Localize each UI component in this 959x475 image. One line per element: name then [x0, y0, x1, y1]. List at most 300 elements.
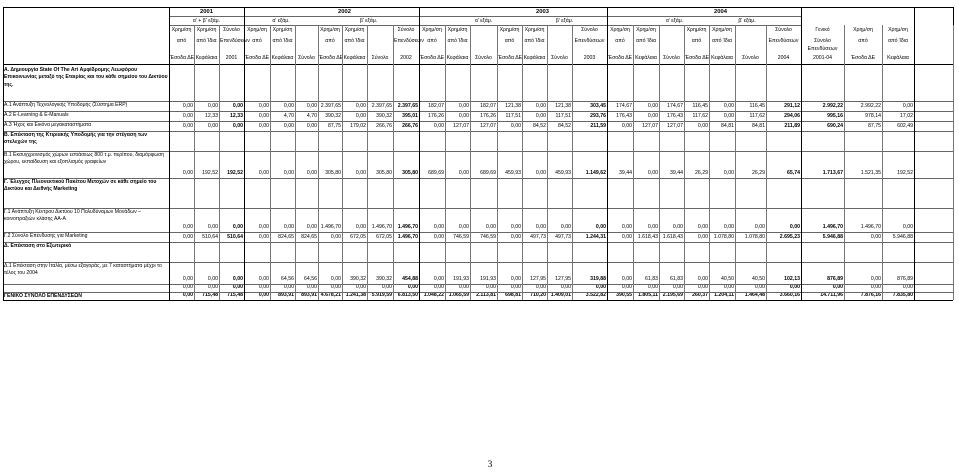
row-divider: [3, 178, 953, 179]
grand-total-cell: 1.048,22: [423, 292, 444, 298]
column-header-bottom: Έσοδα ΔΕ: [498, 55, 523, 61]
column-divider: [633, 25, 634, 300]
semester-header: α' εξάμ.: [272, 18, 290, 24]
page-number: 3: [487, 460, 493, 470]
column-divider: [419, 7, 420, 300]
table-cell: 117,51: [505, 113, 521, 119]
table-cell: 0,00: [789, 224, 800, 230]
column-divider: [801, 7, 802, 300]
table-cell: 0,00: [621, 276, 632, 282]
column-header-top: Χρημ/ση: [247, 27, 267, 33]
column-divider: [709, 25, 710, 300]
table-cell: 0,00: [697, 284, 708, 290]
table-cell: 1.078,80: [713, 234, 734, 240]
column-header-mid: από: [427, 38, 437, 44]
row-label: Γ.1 Ανάπτυξη Κέντρου Δικτύου 10 Πολυδύναμων Μονάδων – κοινοπραξιών κλάσης ΑΑ-Α: [4, 209, 141, 223]
grand-total-cell: 715,48: [227, 292, 243, 298]
column-header-bottom: Έσοδα ΔΕ: [608, 55, 633, 61]
table-cell: 26,29: [695, 170, 708, 176]
table-cell: 0,00: [258, 113, 269, 119]
table-cell: 303,45: [590, 103, 606, 109]
column-header-mid: [470, 38, 497, 44]
table-cell: 497,73: [555, 234, 571, 240]
table-cell: 390,32: [325, 113, 341, 119]
table-cell: 1.496,70: [822, 224, 843, 230]
table-cell: 0,00: [355, 103, 366, 109]
grand-total-cell: 893,91: [301, 292, 317, 298]
table-cell: 824,65: [278, 234, 294, 240]
column-header-top: Χρημ/ση: [712, 27, 732, 33]
table-cell: 0,00: [407, 284, 418, 290]
table-cell: 84,52: [558, 123, 571, 129]
table-cell: 0,00: [182, 284, 193, 290]
column-header-top: [547, 27, 572, 33]
column-header-bottom: 2004: [777, 55, 790, 61]
section-label: Γ. Έλεγχος Πλεονεκτικού Πακέτου Μετοχών σε κάθε σημείο του Δικτύου και Διεθνής Marketing: [4, 179, 157, 193]
table-cell: 87,75: [328, 123, 341, 129]
grand-total-cell: 715,48: [202, 292, 218, 298]
table-cell: 0,00: [621, 284, 632, 290]
grand-total-cell: 1.204,11: [714, 292, 734, 298]
table-cell: 127,95: [530, 276, 546, 282]
table-cell: 0,00: [535, 284, 546, 290]
column-divider: [244, 7, 245, 300]
table-cell: 40,50: [721, 276, 734, 282]
grand-total-cell: 698,81: [505, 292, 521, 298]
table-cell: 211,59: [590, 123, 606, 129]
table-cell: 117,62: [692, 113, 708, 119]
table-cell: 12,33: [230, 113, 243, 119]
table-cell: 0,00: [182, 103, 193, 109]
table-cell: 0,00: [510, 123, 521, 129]
table-cell: 0,00: [330, 284, 341, 290]
column-header-bottom: Έσοδα ΔΕ: [685, 55, 710, 61]
table-cell: 2.992,22: [860, 103, 881, 109]
table-cell: 0,00: [870, 234, 881, 240]
column-divider: [393, 25, 394, 300]
column-header-bottom: Έσοδα ΔΕ: [245, 55, 270, 61]
column-header-top: Χρημ/ση: [610, 27, 630, 33]
table-cell: 0,00: [207, 103, 218, 109]
table-cell: 40,50: [752, 276, 765, 282]
table-cell: 2.695,23: [779, 234, 800, 240]
column-header-bottom: 2001: [225, 55, 238, 61]
column-divider: [914, 7, 915, 300]
column-header-top: Σύνολο: [775, 27, 792, 33]
column-header-top: Χρημ/ση: [171, 27, 192, 33]
table-cell: 121,38: [555, 103, 571, 109]
column-header-mid: από Ίδια: [196, 38, 217, 44]
table-cell: 0,00: [433, 284, 444, 290]
column-header-top: Σύνολο: [397, 27, 415, 33]
table-cell: 1.618,43: [662, 234, 683, 240]
table-cell: 0,00: [433, 123, 444, 129]
grand-total-cell: 2.195,69: [662, 292, 683, 298]
table-cell: 2.397,65: [371, 103, 392, 109]
table-cell: 497,73: [530, 234, 546, 240]
section-label: Β. Επέκταση της Κτιριακής Υποδομής για την στέγαση των στελεχών της: [4, 132, 148, 146]
table-cell: 0,00: [621, 224, 632, 230]
column-header-bottom: Σύνολο: [742, 55, 759, 61]
table-cell: 0,00: [621, 234, 632, 240]
table-cell: 1.496,70: [860, 224, 881, 230]
table-cell: 127,07: [667, 123, 683, 129]
column-header-top: [659, 27, 684, 33]
table-cell: 39,44: [670, 170, 683, 176]
column-header-top: [295, 27, 318, 33]
column-divider: [342, 25, 343, 300]
table-cell: 672,05: [376, 234, 392, 240]
column-header-mid: [367, 38, 393, 44]
table-cell: 510,64: [202, 234, 218, 240]
table-cell: 0,00: [182, 224, 193, 230]
table-cell: 0,00: [355, 224, 366, 230]
table-cell: 746,59: [480, 234, 496, 240]
table-cell: 2.397,65: [397, 103, 418, 109]
table-cell: 876,89: [897, 276, 913, 282]
column-header-mid: από Ίδια: [447, 38, 468, 44]
column-divider: [953, 25, 954, 300]
table-cell: 0,00: [458, 170, 469, 176]
table-cell: 0,00: [258, 276, 269, 282]
column-header-bottom: Κεφάλαια: [271, 55, 294, 61]
table-cell: 64,56: [281, 276, 294, 282]
column-header-bottom: Σύνολο: [551, 55, 568, 61]
column-divider: [659, 25, 660, 300]
table-cell: 459,93: [555, 170, 571, 176]
semester-header: β' εξάμ.: [359, 18, 378, 24]
table-cell: 454,88: [402, 276, 418, 282]
table-cell: 0,00: [232, 276, 243, 282]
table-cell: 176,43: [667, 113, 683, 119]
column-header-top: Χρημ/ση: [636, 27, 656, 33]
table-cell: 0,00: [647, 113, 658, 119]
column-divider: [572, 25, 573, 300]
table-cell: 0,00: [535, 103, 546, 109]
table-cell: 0,00: [510, 276, 521, 282]
grand-total-cell: 1.409,01: [550, 292, 571, 298]
column-header-bottom: Κεφάλαια: [887, 55, 909, 61]
semester-header: α' εξάμ.: [474, 18, 493, 24]
table-cell: 266,76: [402, 123, 418, 129]
table-cell: 0,00: [560, 284, 571, 290]
column-header-top: Σύνολο: [223, 27, 240, 33]
table-cell: 127,07: [453, 123, 469, 129]
column-header-mid: από Ίδια: [636, 38, 656, 44]
column-header-mid: από: [176, 38, 187, 44]
column-header-mid: από Ίδια: [344, 38, 365, 44]
table-cell: 0,00: [207, 123, 218, 129]
table-cell: 12,33: [205, 113, 218, 119]
table-cell: 39,44: [619, 170, 632, 176]
semester-header: β' εξάμ.: [555, 18, 574, 24]
table-cell: 1.496,70: [371, 224, 392, 230]
grand-total-cell: 893,91: [278, 292, 294, 298]
column-header-mid: από: [252, 38, 262, 44]
table-bottom-border: [3, 300, 953, 301]
grand-total-cell: 7.835,80: [892, 292, 913, 298]
table-cell: 176,43: [616, 113, 632, 119]
table-cell: 192,52: [227, 170, 243, 176]
table-cell: 0,00: [283, 224, 294, 230]
table-cell: 0,00: [832, 284, 843, 290]
table-cell: 174,67: [667, 103, 683, 109]
table-cell: 0,00: [560, 224, 571, 230]
table-cell: 689,69: [428, 170, 444, 176]
row-divider: [3, 262, 953, 263]
table-cell: 84,81: [721, 123, 734, 129]
table-cell: 0,00: [535, 170, 546, 176]
table-cell: 0,00: [485, 284, 496, 290]
table-cell: 0,00: [723, 224, 734, 230]
column-header-bottom: Σύνολο: [371, 55, 389, 61]
column-header-top: Χρημ/ση: [422, 27, 442, 33]
table-cell: 1.496,70: [397, 224, 418, 230]
table-cell: 0,00: [723, 170, 734, 176]
table-cell: 182,07: [428, 103, 444, 109]
column-header-bottom: Κεφάλαια: [195, 55, 218, 61]
table-top-border: [3, 7, 953, 8]
table-cell: 0,00: [485, 224, 496, 230]
column-divider: [445, 25, 446, 300]
semester-header: α' εξάμ.: [665, 18, 684, 24]
column-header-mid: [659, 38, 684, 44]
column-header-top: Χρημ/ση: [320, 27, 340, 33]
column-divider: [169, 7, 170, 300]
left-border: [3, 7, 4, 300]
column-header-bottom: Κεφάλαια: [343, 55, 366, 61]
table-cell: 127,07: [480, 123, 496, 129]
table-cell: 0,00: [330, 234, 341, 240]
table-cell: 0,00: [355, 284, 366, 290]
table-cell: 0,00: [306, 103, 317, 109]
table-cell: 117,62: [749, 113, 765, 119]
table-cell: 1.521,35: [860, 170, 881, 176]
column-header-mid: από Ίδια: [524, 38, 545, 44]
table-cell: 26,29: [752, 170, 765, 176]
table-cell: 102,13: [784, 276, 800, 282]
section-label: Δ. Επέκταση στο Εξωτερικό: [4, 243, 72, 249]
grand-total-cell: 5.919,59: [371, 292, 392, 298]
grand-total-cell: 14.711,96: [820, 292, 843, 298]
column-header-mid: Επενδύσεων: [807, 46, 838, 52]
table-cell: 0,00: [207, 224, 218, 230]
table-cell: 0,00: [672, 284, 683, 290]
table-cell: 395,01: [402, 113, 418, 119]
column-divider: [194, 25, 195, 300]
grand-total-cell: 3.522,82: [585, 292, 606, 298]
table-cell: 294,06: [784, 113, 800, 119]
column-divider: [522, 25, 523, 300]
table-cell: 0,00: [182, 170, 193, 176]
year-header: 2003: [536, 9, 549, 15]
table-cell: 0,00: [258, 123, 269, 129]
table-cell: 174,67: [616, 103, 632, 109]
table-cell: 0,00: [182, 234, 193, 240]
column-divider: [882, 25, 883, 300]
row-label: Α.2 E-Learning & E-Manuals: [4, 112, 69, 118]
table-cell: 211,89: [784, 123, 800, 129]
table-cell: 0,00: [458, 284, 469, 290]
row-label: Α.3 Ήχος και Εικόνα μεγακαταστήματα: [4, 122, 92, 128]
table-cell: 1.244,31: [585, 234, 606, 240]
table-cell: 84,52: [533, 123, 546, 129]
grand-total-cell: 260,37: [692, 292, 708, 298]
table-cell: 0,00: [647, 284, 658, 290]
grand-total-cell: 2.113,81: [476, 292, 496, 298]
column-header-mid: από Ίδια: [712, 38, 732, 44]
table-cell: 305,80: [402, 170, 418, 176]
table-cell: 293,76: [590, 113, 606, 119]
table-cell: 0,00: [381, 284, 392, 290]
table-cell: 0,00: [258, 284, 269, 290]
table-cell: 65,74: [787, 170, 800, 176]
table-cell: 87,75: [868, 123, 881, 129]
column-header-bottom: 2002: [400, 55, 412, 61]
table-cell: 0,00: [355, 113, 366, 119]
table-cell: 64,56: [304, 276, 317, 282]
grand-total-cell: 0,00: [258, 292, 269, 298]
table-cell: 121,38: [505, 103, 521, 109]
table-cell: 176,26: [480, 113, 496, 119]
grand-total-cell: 7.876,16: [860, 292, 881, 298]
column-header-top: Χρημ/ση: [196, 27, 217, 33]
column-divider: [684, 25, 685, 300]
table-cell: 0,00: [207, 276, 218, 282]
table-cell: 179,02: [350, 123, 366, 129]
table-cell: 0,00: [902, 284, 913, 290]
column-header-bottom: Έσοδα ΔΕ: [420, 55, 445, 61]
table-cell: 4,70: [306, 113, 317, 119]
table-cell: 978,14: [865, 113, 881, 119]
row-divider: [3, 131, 953, 132]
row-divider: [3, 284, 953, 285]
column-header-top: Χρημ/ση: [272, 27, 293, 33]
table-cell: 0,00: [672, 224, 683, 230]
table-cell: 0,00: [510, 224, 521, 230]
table-cell: 0,00: [182, 276, 193, 282]
column-divider: [219, 25, 220, 300]
table-cell: 0,00: [258, 170, 269, 176]
row-divider: [3, 101, 953, 102]
table-cell: 602,49: [897, 123, 913, 129]
column-divider: [295, 25, 296, 300]
table-cell: 127,07: [642, 123, 658, 129]
table-cell: 0,00: [789, 284, 800, 290]
table-cell: 192,52: [897, 170, 913, 176]
column-header-bottom: Κεφάλαια: [711, 55, 733, 61]
column-header-mid: από Ίδια: [888, 38, 908, 44]
table-cell: 0,00: [647, 224, 658, 230]
grand-total-cell: 0,00: [182, 292, 193, 298]
row-label: Α.1 Ανάπτυξη Τεχνολογικής Υποδομής (Σύστημα ERP): [4, 102, 128, 108]
table-cell: 116,45: [749, 103, 765, 109]
table-cell: 0,00: [697, 276, 708, 282]
column-divider: [497, 25, 498, 300]
grand-total-cell: 390,55: [616, 292, 632, 298]
row-label: Β.1 Εκσυγχρονισμός χώρων εστιάσεως 800 τ.μ. περίπου, διαμόρφωση χώρου, εκπαίδευση και εξοπλισμός γραφείων: [4, 152, 165, 166]
column-header-bottom: Σύνολο: [663, 55, 680, 61]
table-cell: 1.713,67: [822, 170, 843, 176]
table-cell: 0,00: [433, 224, 444, 230]
table-cell: 0,00: [258, 224, 269, 230]
row-divider: [3, 151, 953, 152]
table-cell: 0,00: [535, 113, 546, 119]
column-header-top: Χρημ/ση: [524, 27, 545, 33]
column-header-mid: [735, 38, 766, 44]
column-header-top: [367, 27, 393, 33]
column-divider: [844, 25, 845, 300]
grand-total-cell: 1.241,38: [345, 292, 366, 298]
table-cell: 0,00: [258, 234, 269, 240]
row-divider: [3, 232, 953, 233]
column-header-bottom: Έσοδα ΔΕ: [170, 55, 195, 61]
column-header-mid: [295, 38, 318, 44]
column-header-top: [735, 27, 766, 33]
column-header-mid: Επενδύσεων: [574, 38, 605, 44]
table-cell: 0,00: [306, 224, 317, 230]
column-header-mid: από: [615, 38, 625, 44]
table-cell: 690,24: [827, 123, 843, 129]
table-cell: 0,00: [723, 103, 734, 109]
grand-total-cell: 4.678,21: [320, 292, 341, 298]
column-header-bottom: 2003: [583, 55, 596, 61]
table-cell: 0,00: [870, 276, 881, 282]
row-divider: [3, 111, 953, 112]
column-header-bottom: Κεφάλαια: [635, 55, 657, 61]
row-divider: [3, 208, 953, 209]
table-cell: 2.992,22: [822, 103, 843, 109]
column-header-bottom: Έσοδα ΔΕ: [319, 55, 344, 61]
year-header: 2004: [714, 9, 727, 15]
table-cell: 0,00: [723, 113, 734, 119]
table-cell: 459,93: [505, 170, 521, 176]
table-cell: 1.496,70: [320, 224, 341, 230]
table-cell: 4,70: [283, 113, 294, 119]
table-cell: 672,05: [350, 234, 366, 240]
year-header: 2002: [338, 9, 351, 15]
table-cell: 0,00: [535, 224, 546, 230]
table-cell: 191,93: [480, 276, 496, 282]
table-cell: 266,76: [376, 123, 392, 129]
column-header-top: Χρημ/ση: [686, 27, 707, 33]
row-divider: [3, 292, 953, 293]
column-header-mid: από: [858, 38, 868, 44]
semester-divider: [169, 25, 801, 26]
column-header-top: Σύνολο: [581, 27, 598, 33]
table-cell: 84,81: [752, 123, 765, 129]
table-cell: 0,00: [697, 234, 708, 240]
table-cell: 510,64: [227, 234, 243, 240]
table-cell: 182,07: [480, 103, 496, 109]
column-divider: [270, 25, 271, 300]
table-cell: 0,00: [870, 284, 881, 290]
grand-total-cell: 1.065,59: [448, 292, 469, 298]
table-cell: 0,00: [647, 103, 658, 109]
semester-header: β' εξάμ.: [738, 18, 756, 24]
table-cell: 0,00: [306, 170, 317, 176]
table-cell: 390,32: [350, 276, 366, 282]
grand-total-cell: 1.464,48: [744, 292, 765, 298]
table-cell: 0,00: [283, 123, 294, 129]
column-header-top: Χρημ/ση: [888, 27, 908, 33]
table-cell: 0,00: [458, 103, 469, 109]
column-divider: [547, 25, 548, 300]
table-cell: 0,00: [647, 170, 658, 176]
table-cell: 0,00: [723, 284, 734, 290]
table-cell: 0,00: [232, 284, 243, 290]
table-cell: 1.149,62: [585, 170, 606, 176]
